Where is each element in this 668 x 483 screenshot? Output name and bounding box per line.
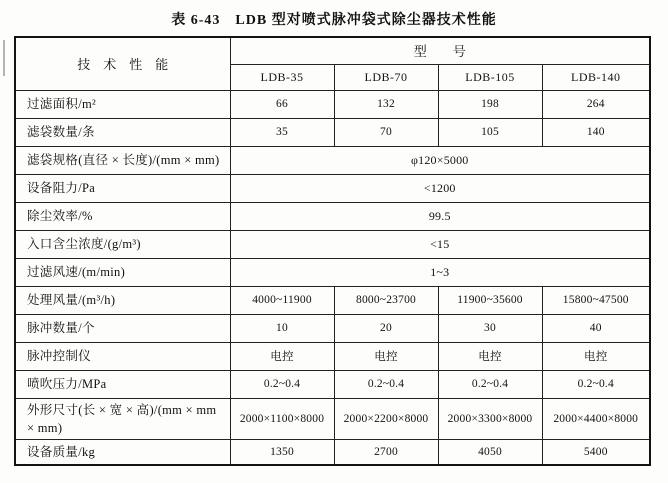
row-value: 10: [230, 314, 334, 342]
corner-header: 技 术 性 能: [15, 37, 230, 90]
row-span-value: 1~3: [230, 258, 650, 286]
model-header-ldb-70: LDB-70: [334, 64, 438, 90]
row-label: 设备质量/kg: [15, 439, 230, 465]
row-value: 20: [334, 314, 438, 342]
row-value: 35: [230, 118, 334, 146]
table-row: [15, 90, 650, 118]
row-value: 0.2~0.4: [334, 370, 438, 398]
row-value: 2000×3300×8000: [438, 398, 542, 439]
table-title: 表 6-43 LDB 型对喷式脉冲袋式除尘器技术性能: [171, 13, 497, 28]
row-value: 132: [334, 90, 438, 118]
table-row: [15, 439, 650, 465]
row-value: 2000×2200×8000: [334, 398, 438, 439]
row-value: 4050: [438, 439, 542, 465]
row-value: 4000~11900: [230, 286, 334, 314]
row-value: 0.2~0.4: [542, 370, 650, 398]
table-row: [15, 202, 650, 230]
table-row: [15, 258, 650, 286]
table-row: [15, 118, 650, 146]
row-value: 5400: [542, 439, 650, 465]
row-value: 电控: [334, 342, 438, 370]
row-label: 脉冲数量/个: [15, 314, 230, 342]
row-label: 滤袋数量/条: [15, 118, 230, 146]
row-value: 66: [230, 90, 334, 118]
row-value: 2000×4400×8000: [542, 398, 650, 439]
row-value: 0.2~0.4: [438, 370, 542, 398]
row-label: 过滤面积/m²: [15, 90, 230, 118]
spec-table: [14, 36, 651, 466]
row-value: 2000×1100×8000: [230, 398, 334, 439]
row-label: 处理风量/(m³/h): [15, 286, 230, 314]
table-row: [15, 398, 650, 439]
row-label: 外形尺寸(长 × 宽 × 高)/(mm × mm × mm): [15, 398, 230, 439]
row-value: 40: [542, 314, 650, 342]
row-span-value: <1200: [230, 174, 650, 202]
row-span-value: φ120×5000: [230, 146, 650, 174]
row-value: 2700: [334, 439, 438, 465]
row-value: 0.2~0.4: [230, 370, 334, 398]
table-row: [15, 286, 650, 314]
row-value: 140: [542, 118, 650, 146]
table-row: [15, 370, 650, 398]
row-label: 脉冲控制仪: [15, 342, 230, 370]
row-value: 105: [438, 118, 542, 146]
row-span-value: 99.5: [230, 202, 650, 230]
row-label: 过滤风速/(m/min): [15, 258, 230, 286]
row-label: 除尘效率/%: [15, 202, 230, 230]
row-value: 30: [438, 314, 542, 342]
table-row: [15, 230, 650, 258]
row-value: 8000~23700: [334, 286, 438, 314]
row-value: 70: [334, 118, 438, 146]
row-value: 264: [542, 90, 650, 118]
model-group-header: 型 号: [230, 37, 650, 64]
model-header-ldb-35: LDB-35: [230, 64, 334, 90]
row-value: 1350: [230, 439, 334, 465]
row-span-value: <15: [230, 230, 650, 258]
model-header-ldb-140: LDB-140: [542, 64, 650, 90]
row-label: 喷吹压力/MPa: [15, 370, 230, 398]
table-row: [15, 174, 650, 202]
row-value: 电控: [230, 342, 334, 370]
table-row: [15, 314, 650, 342]
table-row: [15, 146, 650, 174]
table-row: [15, 342, 650, 370]
row-value: 15800~47500: [542, 286, 650, 314]
row-label: 设备阻力/Pa: [15, 174, 230, 202]
row-value: 198: [438, 90, 542, 118]
model-header-ldb-105: LDB-105: [438, 64, 542, 90]
row-label: 入口含尘浓度/(g/m³): [15, 230, 230, 258]
scan-artifact-mark: [3, 40, 5, 76]
row-label: 滤袋规格(直径 × 长度)/(mm × mm): [15, 146, 230, 174]
header-row-model-group: [15, 37, 650, 64]
row-value: 11900~35600: [438, 286, 542, 314]
row-value: 电控: [438, 342, 542, 370]
row-value: 电控: [542, 342, 650, 370]
